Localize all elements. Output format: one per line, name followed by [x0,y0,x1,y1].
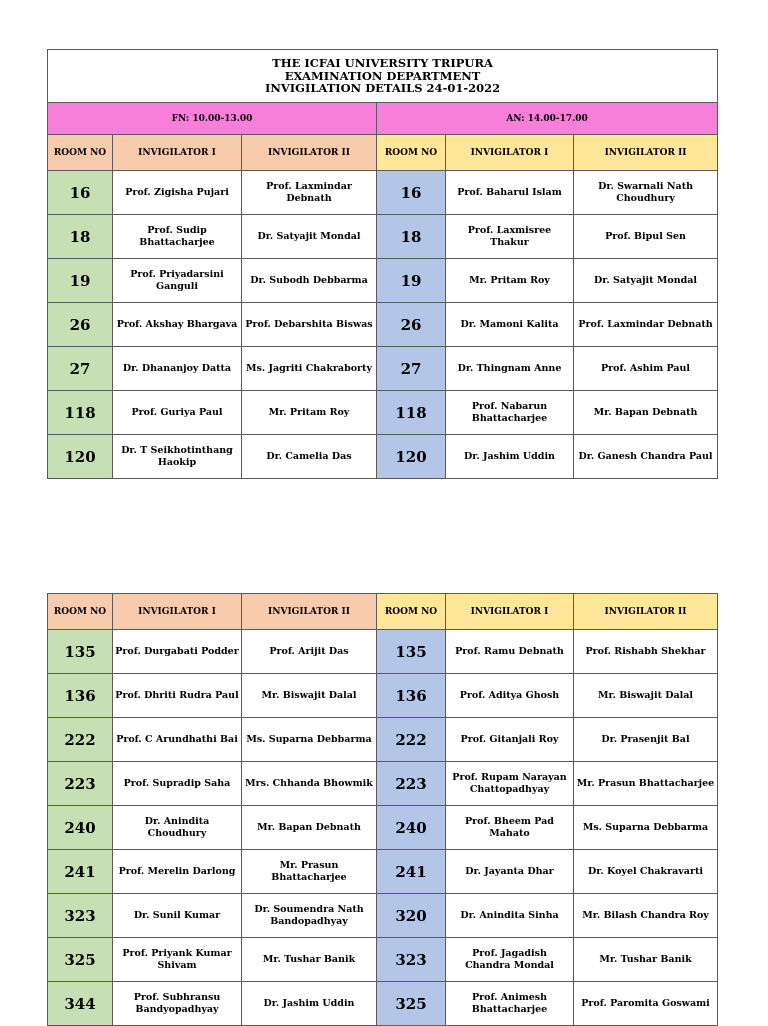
table-row [48,762,718,806]
invigilation-table-1 [47,49,718,479]
table-row [48,718,718,762]
an-invigilator-2: Prof. Ashim Paul [574,347,718,391]
an-invigilator-2: Prof. Bipul Sen [574,215,718,259]
fn-invigilator-1: Dr. Dhananjoy Datta [113,347,242,391]
an-shift-label: AN: 14.00-17.00 [377,103,718,135]
fn-invigilator-1: Prof. Zigisha Pujari [113,171,242,215]
fn-invigilator-2: Prof. Arijit Das [242,630,377,674]
an-invigilator-2: Mr. Biswajit Dalal [574,674,718,718]
fn-room-number: 240 [48,806,113,850]
an-invigilator-2: Ms. Suparna Debbarma [574,806,718,850]
invigilation-date-title: INVIGILATION DETAILS 24-01-2022 [264,81,501,96]
fn-invigilator-1: Prof. Supradip Saha [113,762,242,806]
an-invigilator-2: Prof. Paromita Goswami [574,982,718,1026]
an-invigilator-2: Mr. Prasun Bhattacharjee [574,762,718,806]
an-invigilator-1: Prof. Nabarun Bhattacharjee [446,391,574,435]
fn-invigilator-1: Prof. Dhriti Rudra Paul [113,674,242,718]
fn-invigilator2-header: INVIGILATOR II [242,135,377,171]
an-invigilator-1: Dr. Jashim Uddin [446,435,574,479]
fn-invigilator-1: Prof. Subhransu Bandyopadhyay [113,982,242,1026]
table-row [48,303,718,347]
column-header-row [48,594,718,630]
table-row [48,850,718,894]
fn-invigilator2-header: INVIGILATOR II [242,594,377,630]
fn-room-number: 19 [48,259,113,303]
fn-room-number: 241 [48,850,113,894]
fn-room-number: 323 [48,894,113,938]
an-invigilator-1: Mr. Pritam Roy [446,259,574,303]
fn-invigilator-1: Dr. Sunil Kumar [113,894,242,938]
fn-room-number: 136 [48,674,113,718]
fn-room-number: 344 [48,982,113,1026]
fn-invigilator1-header: INVIGILATOR I [113,594,242,630]
table-row [48,894,718,938]
an-invigilator-1: Dr. Mamoni Kalita [446,303,574,347]
an-invigilator-2: Dr. Satyajit Mondal [574,259,718,303]
an-room-header: ROOM NO [377,594,446,630]
fn-room-number: 120 [48,435,113,479]
fn-room-number: 26 [48,303,113,347]
an-room-number: 241 [377,850,446,894]
fn-room-number: 118 [48,391,113,435]
an-room-number: 18 [377,215,446,259]
an-invigilator-1: Prof. Laxmisree Thakur [446,215,574,259]
fn-invigilator-1: Prof. Priyank Kumar Shivam [113,938,242,982]
department-name: EXAMINATION DEPARTMENT [284,68,481,83]
table-row [48,347,718,391]
fn-invigilator-1: Prof. Priyadarsini Ganguli [113,259,242,303]
fn-invigilator-2: Dr. Satyajit Mondal [242,215,377,259]
fn-invigilator-2: Dr. Jashim Uddin [242,982,377,1026]
an-invigilator-2: Dr. Prasenjit Bal [574,718,718,762]
fn-room-number: 18 [48,215,113,259]
an-invigilator-2: Prof. Rishabh Shekhar [574,630,718,674]
table-row [48,215,718,259]
table-row [48,391,718,435]
an-invigilator-2: Mr. Bapan Debnath [574,391,718,435]
fn-invigilator-1: Prof. Akshay Bhargava [113,303,242,347]
an-invigilator-2: Mr. Bilash Chandra Roy [574,894,718,938]
an-invigilator-1: Prof. Animesh Bhattacharjee [446,982,574,1026]
invigilation-table-2 [47,593,718,1026]
an-invigilator1-header: INVIGILATOR I [446,594,574,630]
fn-invigilator-1: Prof. C Arundhathi Bai [113,718,242,762]
fn-room-number: 27 [48,347,113,391]
fn-invigilator-1: Dr. Anindita Choudhury [113,806,242,850]
fn-room-number: 222 [48,718,113,762]
fn-invigilator-1: Prof. Merelin Darlong [113,850,242,894]
table-row [48,806,718,850]
an-room-number: 118 [377,391,446,435]
table-row [48,674,718,718]
an-room-number: 135 [377,630,446,674]
fn-invigilator1-header: INVIGILATOR I [113,135,242,171]
an-invigilator-1: Dr. Anindita Sinha [446,894,574,938]
an-invigilator-2: Mr. Tushar Banik [574,938,718,982]
fn-invigilator-2: Dr. Camelia Das [242,435,377,479]
fn-invigilator-1: Dr. T Seikhotinthang Haokip [113,435,242,479]
shift-row [48,103,718,135]
fn-room-number: 325 [48,938,113,982]
an-invigilator-1: Prof. Gitanjali Roy [446,718,574,762]
an-room-number: 325 [377,982,446,1026]
an-room-number: 19 [377,259,446,303]
an-room-number: 27 [377,347,446,391]
an-room-number: 120 [377,435,446,479]
fn-invigilator-2: Ms. Jagriti Chakraborty [242,347,377,391]
an-invigilator-1: Prof. Baharul Islam [446,171,574,215]
an-invigilator2-header: INVIGILATOR II [574,135,718,171]
an-room-number: 323 [377,938,446,982]
an-invigilator-1: Prof. Rupam Narayan Chattopadhyay [446,762,574,806]
fn-room-number: 135 [48,630,113,674]
fn-invigilator-2: Mr. Pritam Roy [242,391,377,435]
fn-invigilator-2: Ms. Suparna Debbarma [242,718,377,762]
an-invigilator-1: Dr. Thingnam Anne [446,347,574,391]
an-invigilator-1: Dr. Jayanta Dhar [446,850,574,894]
fn-invigilator-2: Mr. Bapan Debnath [242,806,377,850]
fn-invigilator-2: Dr. Soumendra Nath Bandopadhyay [242,894,377,938]
an-invigilator-2: Prof. Laxmindar Debnath [574,303,718,347]
fn-invigilator-1: Prof. Durgabati Podder [113,630,242,674]
table-row [48,171,718,215]
an-invigilator1-header: INVIGILATOR I [446,135,574,171]
an-invigilator-1: Prof. Aditya Ghosh [446,674,574,718]
an-invigilator-2: Dr. Koyel Chakravarti [574,850,718,894]
table-row [48,259,718,303]
fn-room-number: 223 [48,762,113,806]
an-room-header: ROOM NO [377,135,446,171]
an-room-number: 320 [377,894,446,938]
fn-invigilator-2: Dr. Subodh Debbarma [242,259,377,303]
table-row [48,435,718,479]
an-room-number: 223 [377,762,446,806]
an-room-number: 26 [377,303,446,347]
fn-room-header: ROOM NO [48,135,113,171]
fn-invigilator-2: Mr. Prasun Bhattacharjee [242,850,377,894]
an-room-number: 222 [377,718,446,762]
fn-room-header: ROOM NO [48,594,113,630]
fn-invigilator-1: Prof. Sudip Bhattacharjee [113,215,242,259]
column-header-row [48,135,718,171]
fn-invigilator-2: Mrs. Chhanda Bhowmik [242,762,377,806]
an-invigilator-1: Prof. Jagadish Chandra Mondal [446,938,574,982]
an-room-number: 240 [377,806,446,850]
an-invigilator-1: Prof. Ramu Debnath [446,630,574,674]
table-row [48,938,718,982]
table-row [48,982,718,1026]
fn-invigilator-1: Prof. Guriya Paul [113,391,242,435]
an-room-number: 136 [377,674,446,718]
fn-room-number: 16 [48,171,113,215]
an-invigilator-2: Dr. Swarnali Nath Choudhury [574,171,718,215]
an-room-number: 16 [377,171,446,215]
fn-invigilator-2: Prof. Debarshita Biswas [242,303,377,347]
an-invigilator2-header: INVIGILATOR II [574,594,718,630]
document-title [48,50,718,103]
fn-invigilator-2: Mr. Tushar Banik [242,938,377,982]
table-row [48,630,718,674]
fn-invigilator-2: Prof. Laxmindar Debnath [242,171,377,215]
an-invigilator-2: Dr. Ganesh Chandra Paul [574,435,718,479]
title-row [48,50,718,103]
university-name: THE ICFAI UNIVERSITY TRIPURA [272,56,493,71]
an-invigilator-1: Prof. Bheem Pad Mahato [446,806,574,850]
fn-invigilator-2: Mr. Biswajit Dalal [242,674,377,718]
fn-shift-label: FN: 10.00-13.00 [48,103,377,135]
